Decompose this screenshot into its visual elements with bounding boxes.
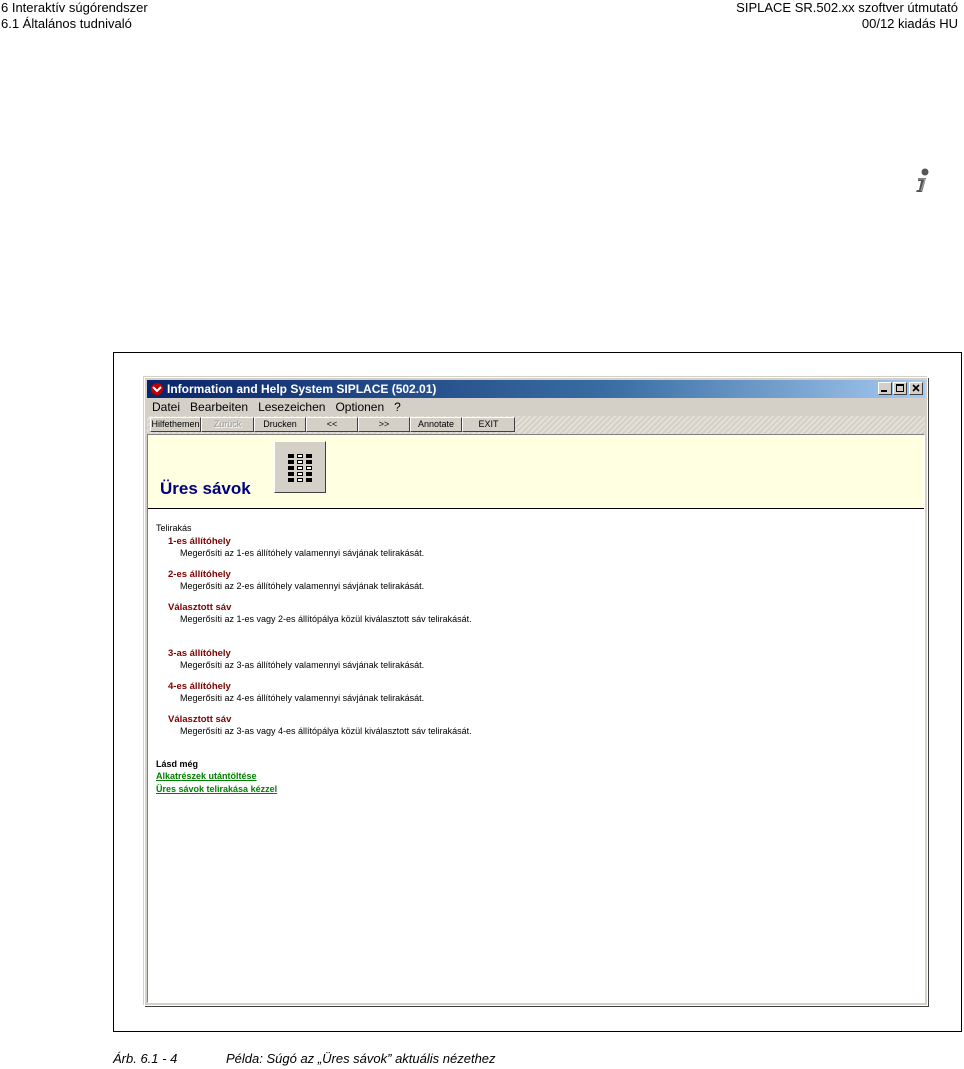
item-heading: 2-es állítóhely bbox=[168, 569, 231, 580]
item-text: Megerősíti az 1-es vagy 2-es állítópálya közül kiválasztott sáv telirakását. bbox=[180, 614, 472, 624]
help-app-icon bbox=[150, 382, 164, 396]
info-icon bbox=[906, 166, 936, 196]
figure-caption bbox=[113, 1051, 496, 1067]
help-content-pane bbox=[147, 434, 925, 1003]
menu-datei[interactable]: Datei bbox=[152, 400, 181, 414]
menu-bar bbox=[147, 399, 925, 416]
see-also-label: Lásd még bbox=[156, 759, 199, 769]
title-bar[interactable] bbox=[147, 380, 925, 398]
menu-help[interactable]: ? bbox=[394, 400, 401, 414]
item-heading: 4-es állítóhely bbox=[168, 681, 231, 692]
minimize-button[interactable] bbox=[878, 382, 892, 395]
minimize-icon bbox=[879, 383, 891, 394]
close-button[interactable] bbox=[909, 382, 923, 395]
maximize-icon bbox=[894, 383, 906, 394]
menu-bearbeiten[interactable]: Bearbeiten bbox=[190, 400, 249, 414]
hilfethemen-button[interactable]: Hilfethemen bbox=[150, 417, 201, 432]
empty-tracks-icon bbox=[274, 441, 326, 493]
item-text: Megerősíti az 2-es állítóhely valamennyi sávjának telirakását. bbox=[180, 581, 425, 591]
drucken-button[interactable]: Drucken bbox=[254, 417, 306, 432]
exit-button[interactable]: EXIT bbox=[462, 417, 515, 432]
close-icon bbox=[910, 383, 922, 394]
toolbar bbox=[147, 416, 925, 434]
figure-number: Árb. 6.1 - 4 bbox=[113, 1051, 178, 1066]
menu-lesezeichen[interactable]: Lesezeichen bbox=[258, 400, 326, 414]
maximize-button[interactable] bbox=[893, 382, 907, 395]
item-heading: 1-es állítóhely bbox=[168, 536, 231, 547]
section-title: 6.1 Általános tudnivaló bbox=[1, 16, 132, 31]
item-text: Megerősíti az 3-as vagy 4-es állítópálya közül kiválasztott sáv telirakását. bbox=[180, 726, 472, 736]
previous-topic-button[interactable]: << bbox=[306, 417, 358, 432]
item-heading: Választott sáv bbox=[168, 602, 232, 613]
topic-title: Üres sávok bbox=[160, 479, 251, 498]
next-topic-button[interactable]: >> bbox=[358, 417, 410, 432]
link-alkatreszek[interactable]: Alkatrészek utántöltése bbox=[156, 771, 257, 781]
feeder-grid-icon bbox=[275, 442, 325, 492]
menu-optionen[interactable]: Optionen bbox=[335, 400, 385, 414]
edition-label: 00/12 kiadás HU bbox=[861, 16, 958, 31]
doc-header-left bbox=[1, 0, 148, 32]
window-title: Information and Help System SIPLACE (502.01) bbox=[167, 382, 437, 396]
zuruck-button[interactable]: Zurück bbox=[201, 417, 254, 432]
annotate-button[interactable]: Annotate bbox=[410, 417, 462, 432]
chapter-title: 6 Interaktív súgórendszer bbox=[1, 0, 148, 15]
item-heading: 3-as állítóhely bbox=[168, 648, 231, 659]
item-heading: Választott sáv bbox=[168, 714, 232, 725]
section-label: Telirakás bbox=[156, 523, 192, 533]
link-ures-savok[interactable]: Üres sávok telirakása kézzel bbox=[156, 784, 278, 794]
manual-title: SIPLACE SR.502.xx szoftver útmutató bbox=[736, 0, 958, 15]
topic-banner bbox=[148, 435, 924, 509]
item-text: Megerősíti az 4-es állítóhely valamennyi sávjának telirakását. bbox=[180, 693, 425, 703]
item-text: Megerősíti az 3-as állítóhely valamennyi sávjának telirakását. bbox=[180, 660, 425, 670]
window-controls bbox=[877, 382, 923, 395]
doc-header-right bbox=[736, 0, 958, 32]
item-text: Megerősíti az 1-es állítóhely valamennyi sávjának telirakását. bbox=[180, 548, 425, 558]
figure-caption-text: Példa: Súgó az „Üres sávok” aktuális nézethez bbox=[226, 1051, 496, 1066]
help-window bbox=[144, 377, 928, 1006]
